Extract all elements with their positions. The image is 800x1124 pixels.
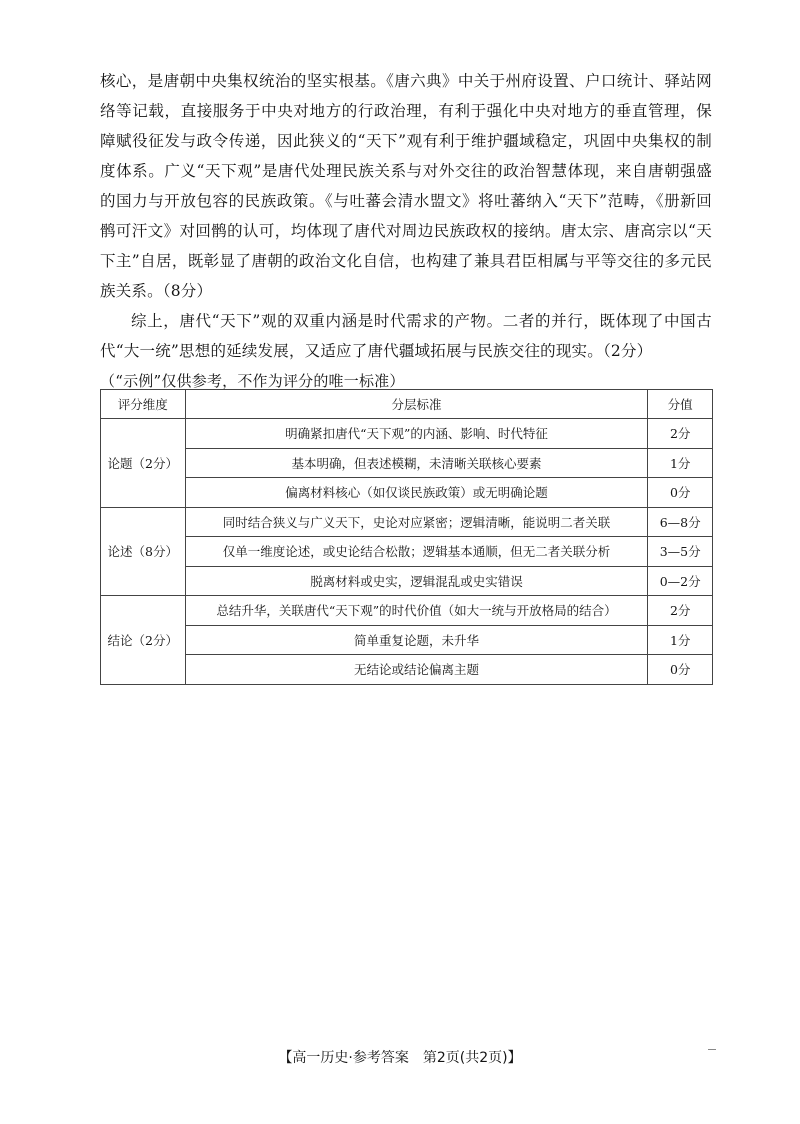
table-row [101, 478, 713, 508]
standard-cell: 仅单一维度论述，或史论结合松散；逻辑基本通顺，但无二者关联分析 [185, 537, 648, 567]
answer-paragraph-1: 核心，是唐朝中央集权统治的坚实根基。《唐六典》中关于州府设置、户口统计、驿站网络等记载，直接服务于中央对地方的行政治理，有利于强化中央对地方的垂直管理，保障赋役征发与政令传递，因此狭义的“天下”观有利于维护疆域稳定，巩固中央集权的制度体系。广义“天下观”是唐代处理民族关系与对外交往的政治智慧体现，来自唐朝强盛的国力与开放包容的民族政策。《与吐蕃会清水盟文》将吐蕃纳入“天下”范畴，《册新回鹘可汗文》对回鹘的认可，均体现了唐代对周边民族政权的接纳。唐太宗、唐高宗以“天下主”自居，既彰显了唐朝的政治文化自信，也构建了兼具君臣相属与平等交往的多元民族关系。（8分） [100, 72, 712, 300]
score-cell: 6—8分 [648, 507, 713, 537]
score-cell: 1分 [648, 448, 713, 478]
table-row [101, 596, 713, 626]
standard-cell: 无结论或结论偏离主题 [185, 655, 648, 685]
standard-cell: 明确紧扣唐代“天下观”的内涵、影响、时代特征 [185, 419, 648, 449]
dimension-cell: 结论（2分） [101, 596, 186, 685]
table-row [101, 566, 713, 596]
standard-cell: 偏离材料核心（如仅谈民族政策）或无明确论题 [185, 478, 648, 508]
standard-cell: 脱离材料或史实，逻辑混乱或史实错误 [185, 566, 648, 596]
grading-rubric-table [100, 389, 713, 685]
score-cell: 2分 [648, 419, 713, 449]
header-dimension: 评分维度 [101, 390, 186, 419]
table-row [101, 655, 713, 685]
standard-cell: 简单重复论题，未升华 [185, 625, 648, 655]
score-cell: 3—5分 [648, 537, 713, 567]
score-cell: 0分 [648, 655, 713, 685]
answer-body [100, 66, 712, 396]
score-cell: 0—2分 [648, 566, 713, 596]
standard-cell: 同时结合狭义与广义天下，史论对应紧密；逻辑清晰，能说明二者关联 [185, 507, 648, 537]
corner-mark [708, 1049, 716, 1050]
standard-cell: 基本明确，但表述模糊，未清晰关联核心要素 [185, 448, 648, 478]
dimension-cell: 论题（2分） [101, 419, 186, 508]
score-cell: 1分 [648, 625, 713, 655]
table-row [101, 419, 713, 449]
score-cell: 0分 [648, 478, 713, 508]
table-row [101, 507, 713, 537]
header-score: 分值 [648, 390, 713, 419]
table-header-row [101, 390, 713, 419]
score-cell: 2分 [648, 596, 713, 626]
reference-note: （“示例”仅供参考，不作为评分的唯一标准） [100, 372, 405, 390]
standard-cell: 总结升华，关联唐代“天下观”的时代价值（如大一统与开放格局的结合） [185, 596, 648, 626]
dimension-cell: 论述（8分） [101, 507, 186, 596]
table-row [101, 448, 713, 478]
table-row [101, 625, 713, 655]
answer-paragraph-2: 综上，唐代“天下”观的双重内涵是时代需求的产物。二者的并行，既体现了中国古代“大一统”思想的延续发展，又适应了唐代疆域拓展与民族交往的现实。（2分） [100, 312, 712, 360]
page-footer: 【高一历史·参考答案 第2页(共2页)】 [278, 1050, 522, 1066]
table-row [101, 537, 713, 567]
header-standard: 分层标准 [185, 390, 648, 419]
